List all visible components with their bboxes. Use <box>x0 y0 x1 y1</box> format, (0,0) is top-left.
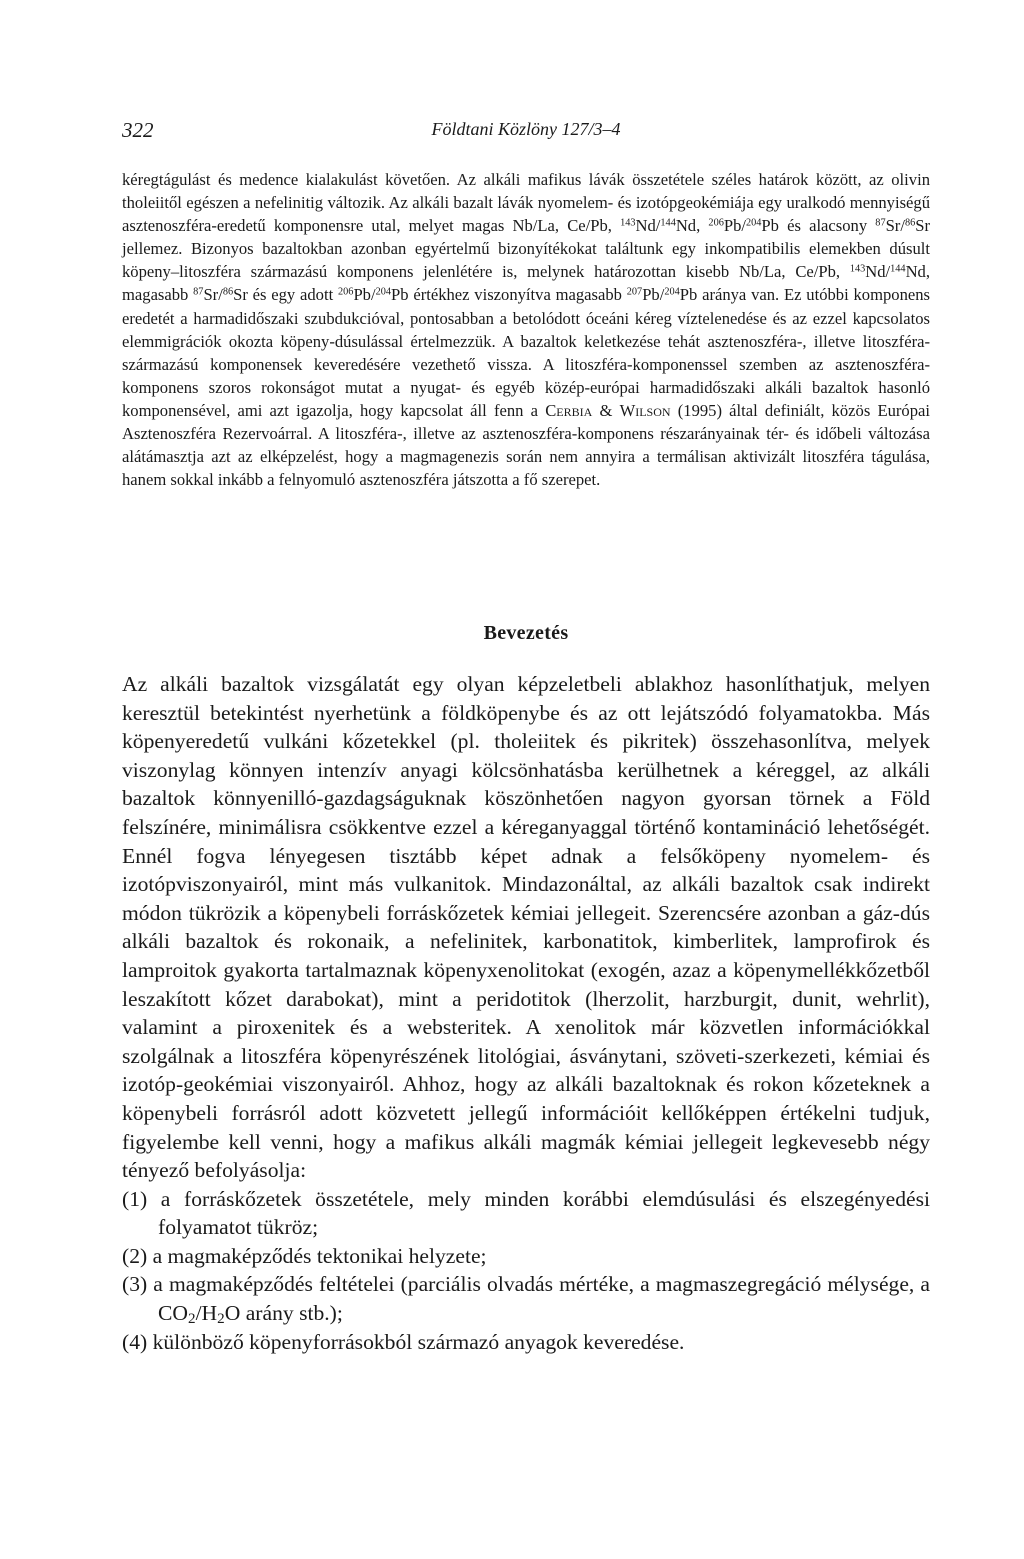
text-run: Pb aránya van. Ez utóbbi komponens eredetét a harmadidőszaki szubdukcióval, pontosabban a betolódott óceáni kéreg víztelenedése és az ezzel kapcsolatos elemmigrációk okozta köpeny-dúsulással értelmezzük. A bazaltok keletkezése tehát asztenoszféra-, illetve litoszféra-származású komponensek keveredésére vezethető vissza. A litoszféra-komponenssel szemben az asztenoszféra-komponens szoros rokonságot mutat a nyugat- és egyéb közép-európai harmadidőszaki alkáli bazaltok hasonló komponensével, ami azt igazolja, hogy kapcsolat áll fenn a <box>122 285 931 420</box>
intro-paragraph: Az alkáli bazaltok vizsgálatát egy olyan képzeletbeli ablakhoz hasonlíthatjuk, melyen keresztül betekintést nyerhetünk a földköpenybe és az ott lejátszódó folyamatokba. Más köpenyeredetű vulkáni kőzetekkel (pl. tholeiitek és pikritek) összehasonlítva, melyek viszonylag könnyen intenzív anyagi kölcsönhatásba kerülhetnek a kéreggel, az alkáli bazaltok könnyenilló-gazdagságuknak köszönhetően nagyon gyorsan törnek a Föld felszínére, minimálisra csökkentve ezzel a kéreganyaggal történő kontamináció lehetőségét. Ennél fogva lényegesen tisztább képet adnak a felsőköpeny nyomelem- és izotópviszonyairól, mint más vulkanitok. Mindazonáltal, az alkáli bazaltok csak indirekt módon tükrözik a köpenybeli forráskőzetek kémiai jellegeit. Szerencsére azonban a gáz-dús alkáli bazaltok és rokonaik, a nefelinitek, karbonatitok, kimberlitek, lamprofirok és lamproitok gyakorta tartalmaznak köpenyxenolitokat (exogén, azaz a köpenymellékkőzetből leszakított kőzet darabokat), mint a peridotitok (lherzolit, harzburgit, dunit, wehrlit), valamint a piroxenitek és a websteritek. A xenolitok már közvetlen információkkal szolgálnak a litoszféra köpenyrészének litológiai, ásványtani, szöveti-szerkezeti, kémiai és izotóp-geokémiai viszonyairól. Ahhoz, hogy az alkáli bazaltoknak és rokon kőzeteknek a köpenybeli forrásról adott közvetett jellegű információit kellőképpen értékelni tudjuk, figyelembe kell venni, hogy a mafikus alkáli magmák kémiai jellegeit legkevesebb négy tényező befolyásolja: <box>122 672 930 1183</box>
text-run: Sr/ <box>885 216 905 236</box>
text-run: Sr jellemez. Bizonyos bazaltokban azonban egyértelmű bizonyítékokat találtunk egy inkompatibilis elemekben dúsult köpeny–litoszféra származású komponens jelenlétére is, melynek határozottan kisebb Nb/La, Ce/Pb, <box>122 216 930 282</box>
isotope-superscript: 206 <box>338 286 354 298</box>
isotope-superscript: 144 <box>660 217 676 229</box>
text-run: Nd/ <box>635 216 661 236</box>
isotope-superscript: 86 <box>904 217 916 229</box>
isotope-superscript: 204 <box>664 286 680 298</box>
section-heading: Bevezetés <box>483 622 569 644</box>
page-number: 322 <box>122 118 154 142</box>
text-run: Pb/ <box>642 285 665 305</box>
author-name: Wilson <box>619 400 671 420</box>
text-run: Pb/ <box>723 216 746 236</box>
text-run: Sr és egy adott <box>233 285 339 305</box>
text-run: O arány stb.); <box>224 1301 343 1326</box>
text-run: & <box>592 400 620 420</box>
text-run: Nd/ <box>865 262 891 282</box>
running-head <box>122 118 930 148</box>
isotope-superscript: 87 <box>193 286 204 298</box>
list-item: (1) a forráskőzetek összetétele, mely minden korábbi elemdúsulási és elszegényedési folyamatot tükröz; <box>122 1186 930 1240</box>
body-text <box>122 670 930 1356</box>
text-run: /H <box>195 1301 218 1326</box>
isotope-superscript: 204 <box>375 286 391 298</box>
formula-subscript: 2 <box>188 1311 196 1328</box>
text-run: (1995) által definiált, közös Európai Asztenoszféra Rezervoárral. A litoszféra-, illetve az asztenoszféra-komponens részarányainak tér- és időbeli változása alátámasztja azt az elképzelést, hogy a magmagenezis során nem annyira a termálisan aktivizált litoszféra tágulása, hanem sokkal inkább a felnyomuló asztenoszféra játszotta a fő szerepet. <box>122 400 930 490</box>
isotope-superscript: 206 <box>708 217 724 229</box>
text-run: Pb/ <box>353 285 376 305</box>
text-run: Pb és alacsony <box>761 216 876 236</box>
author-name: Cerbia <box>545 400 593 420</box>
isotope-superscript: 87 <box>875 217 886 229</box>
isotope-superscript: 207 <box>626 286 643 298</box>
formula-subscript: 2 <box>217 1311 225 1328</box>
text-run: (3) a magmaképződés feltételei (parciális olvadás mértéke, a magmaszegregáció mélysége, a CO <box>122 1272 930 1326</box>
list-item: (2) a magmaképződés tektonikai helyzete; <box>122 1243 487 1268</box>
factor-list <box>122 1185 930 1357</box>
journal-title: Földtani Közlöny 127/3–4 <box>431 119 621 139</box>
text-run: Pb értékhez viszonyítva magasabb <box>391 285 627 305</box>
isotope-superscript: 144 <box>890 263 906 275</box>
abstract-paragraph <box>122 168 930 491</box>
text-run: Sr/ <box>203 285 223 305</box>
isotope-superscript: 143 <box>849 263 866 275</box>
text-run: Nd, magasabb <box>122 262 930 305</box>
isotope-superscript: 204 <box>745 217 762 229</box>
list-item <box>122 1270 930 1327</box>
text-run: Nd, <box>675 216 709 236</box>
text-run: kéregtágulást és medence kialakulást követően. Az alkáli mafikus lávák összetétele széles határok között, az olivin tholeiitől egészen a nefelinitig változik. Az alkáli bazalt lávák nyomelem- és izotópgeokémiája egy uralkodó mennyiségű asztenoszféra-eredetű komponensre utal, melyet magas Nb/La, Ce/Pb, <box>122 170 930 236</box>
abstract-text <box>122 168 930 491</box>
list-item: (4) különböző köpenyforrásokból származó anyagok keveredése. <box>122 1329 685 1354</box>
isotope-superscript: 143 <box>620 217 636 229</box>
isotope-superscript: 86 <box>222 286 234 298</box>
